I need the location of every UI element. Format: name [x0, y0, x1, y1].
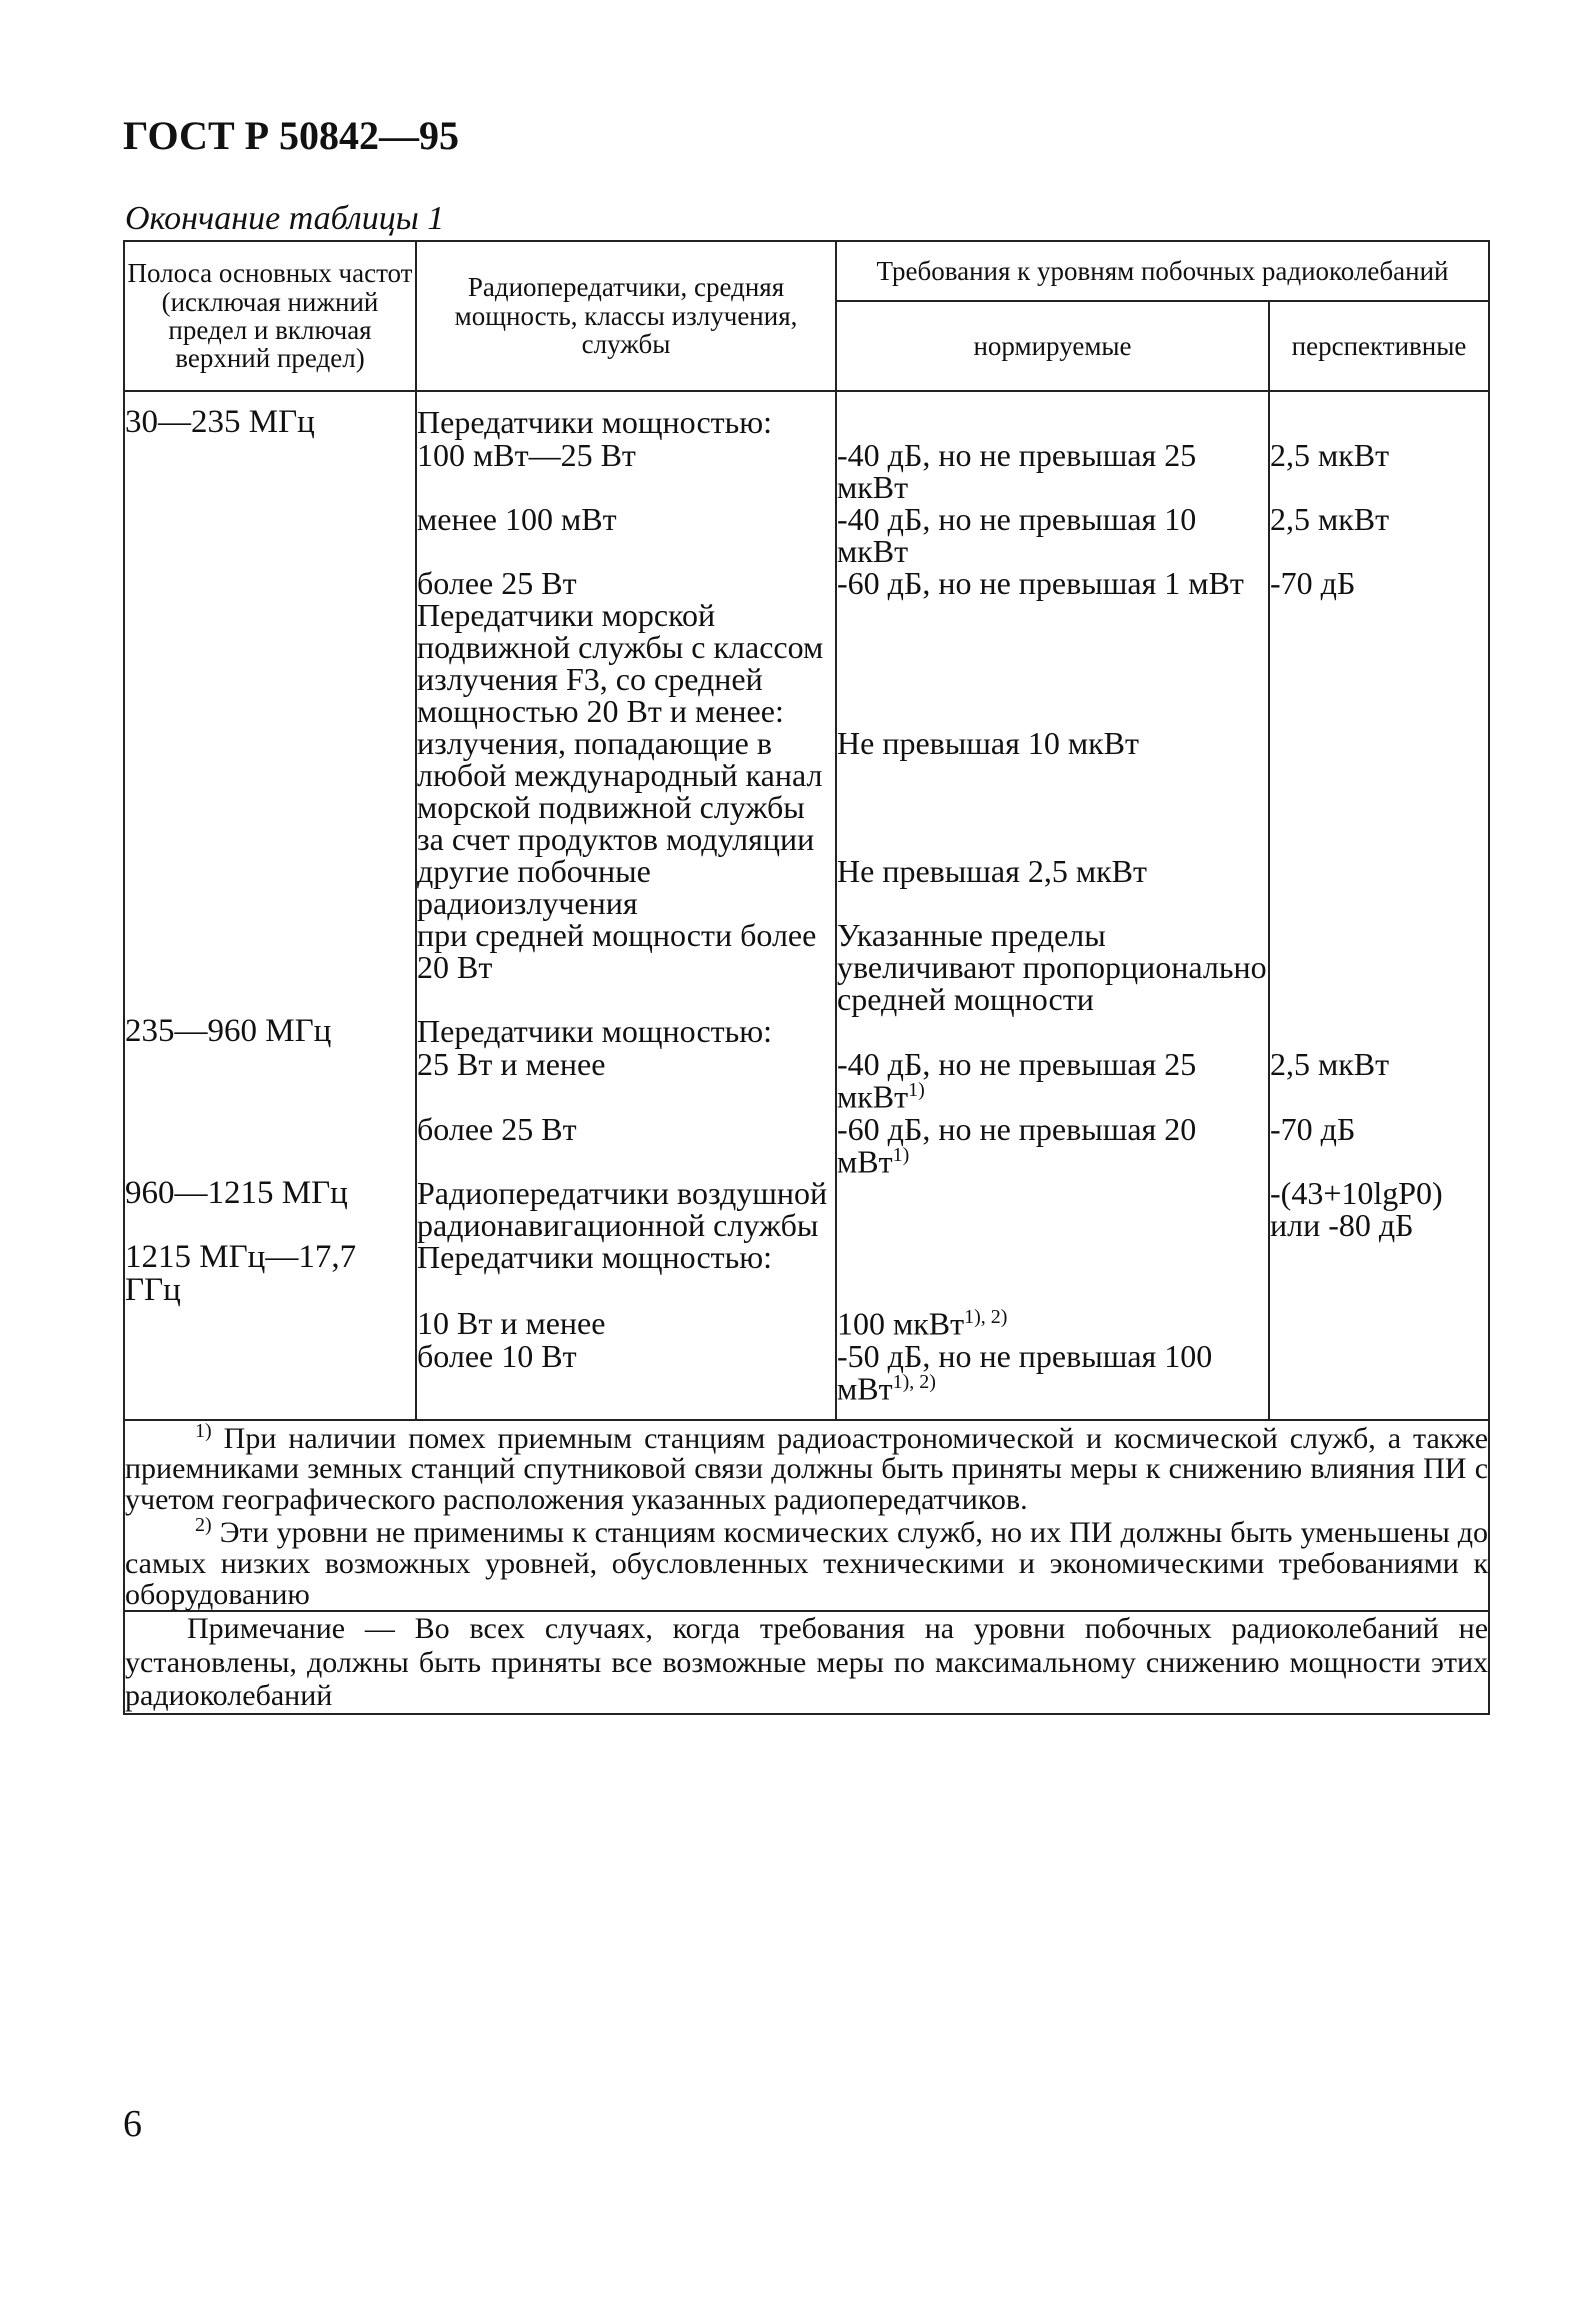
band-cell	[124, 727, 416, 855]
header-band: Полоса основных частот (исключая нижний предел и включая верхний предел)	[124, 241, 416, 391]
transmitter-cell: при средней мощности более 20 Вт	[416, 919, 836, 1015]
transmitter-cell: более 10 Вт	[416, 1340, 836, 1420]
header-perspective: перспективные	[1269, 301, 1489, 391]
band-cell: 1215 МГц—17,7 ГГц	[124, 1241, 416, 1307]
normative-cell: -40 дБ, но не превышая 10 мкВт	[836, 503, 1269, 567]
perspective-cell	[1269, 919, 1489, 1015]
normative-text: -40 дБ, но не превышая 25 мкВт	[837, 1046, 1197, 1115]
band-cell	[124, 439, 416, 503]
table-row	[124, 599, 1489, 727]
transmitter-cell: Передатчики мощностью:	[416, 391, 836, 439]
perspective-cell: -70 дБ	[1269, 1113, 1489, 1178]
normative-cell	[836, 1337, 1269, 1420]
normative-cell	[836, 1177, 1269, 1241]
footnote-ref: 1), 2)	[964, 1306, 1008, 1329]
header-requirements: Требования к уровням побочных радиоколебаний	[836, 241, 1489, 301]
band-cell	[124, 599, 416, 727]
footnote-mark: 1)	[195, 1419, 212, 1442]
table-row	[124, 1177, 1489, 1241]
note-row	[124, 1611, 1489, 1714]
table-row	[124, 1241, 1489, 1307]
transmitter-cell: Передатчики мощностью:	[416, 1241, 836, 1307]
perspective-cell: 2,5 мкВт	[1269, 1048, 1489, 1113]
normative-cell	[836, 1110, 1269, 1180]
perspective-cell: -70 дБ	[1269, 567, 1489, 599]
table-row	[124, 503, 1489, 567]
perspective-cell	[1269, 1015, 1489, 1048]
footnotes-row	[124, 1420, 1489, 1612]
normative-cell	[836, 1241, 1269, 1307]
perspective-cell	[1269, 599, 1489, 727]
footnote-mark: 2)	[195, 1514, 212, 1537]
transmitter-cell: 25 Вт и менее	[416, 1048, 836, 1113]
perspective-cell	[1269, 855, 1489, 919]
perspective-cell	[1269, 1340, 1489, 1420]
footnote-2	[125, 1515, 1488, 1610]
band-cell: 30—235 МГц	[124, 391, 416, 439]
normative-text: -50 дБ, но не превышая 100 мВт	[837, 1337, 1213, 1407]
normative-cell	[836, 1307, 1269, 1340]
table-caption: Окончание таблицы 1	[125, 200, 445, 237]
perspective-cell	[1269, 391, 1489, 439]
band-cell	[124, 503, 416, 567]
normative-cell	[836, 1048, 1269, 1113]
normative-cell: -40 дБ, но не превышая 25 мкВт	[836, 439, 1269, 503]
perspective-cell: 2,5 мкВт	[1269, 503, 1489, 567]
perspective-cell: -(43+10lgP0) или -80 дБ	[1269, 1177, 1489, 1241]
transmitter-cell: 100 мВт—25 Вт	[416, 439, 836, 503]
normative-text: -60 дБ, но не превышая 20 мВт	[837, 1110, 1197, 1180]
perspective-cell	[1269, 727, 1489, 855]
perspective-cell	[1269, 1241, 1489, 1307]
normative-cell: -60 дБ, но не превышая 1 мВт	[836, 567, 1269, 599]
spurious-emission-table	[123, 240, 1490, 1715]
perspective-cell	[1269, 1307, 1489, 1340]
footnote-ref: 1)	[908, 1079, 925, 1101]
band-cell: 235—960 МГц	[124, 1015, 416, 1048]
table-row	[124, 919, 1489, 1015]
normative-cell	[836, 599, 1269, 727]
band-cell	[124, 1307, 416, 1340]
footnote-1	[125, 1421, 1488, 1516]
header-transmitters: Радиопередатчики, средняя мощность, классы излучения, службы	[416, 241, 836, 391]
normative-cell	[836, 391, 1269, 439]
normative-cell	[836, 1015, 1269, 1048]
transmitter-cell: излучения, попадающие в любой международный канал морской подвижной службы за счет продуктов модуляции	[416, 727, 836, 855]
table-row	[124, 1340, 1489, 1420]
footnote-ref: 1), 2)	[892, 1370, 936, 1393]
table-row	[124, 1048, 1489, 1113]
transmitter-cell: другие побочные радиоизлучения	[416, 855, 836, 919]
page-number: 6	[123, 2103, 142, 2145]
table-row	[124, 439, 1489, 503]
table-row	[124, 567, 1489, 599]
transmitter-cell: Передатчики морской подвижной службы с классом излучения F3, со средней мощностью 20 Вт и менее:	[416, 599, 836, 727]
transmitter-cell: Передатчики мощностью:	[416, 1015, 836, 1048]
normative-cell: Не превышая 10 мкВт	[836, 727, 1269, 855]
footnote-ref: 1)	[892, 1143, 910, 1166]
transmitter-cell: более 25 Вт	[416, 1113, 836, 1178]
transmitter-cell: Радиопередатчики воздушной радионавигационной службы	[416, 1177, 836, 1241]
normative-text: 100 мкВт	[837, 1305, 965, 1342]
normative-cell: Не превышая 2,5 мкВт	[836, 855, 1269, 919]
transmitter-cell: менее 100 мВт	[416, 503, 836, 567]
table-row	[124, 855, 1489, 919]
transmitter-cell: более 25 Вт	[416, 567, 836, 599]
transmitter-cell: 10 Вт и менее	[416, 1307, 836, 1340]
normative-cell: Указанные пределы увеличивают пропорционально средней мощности	[836, 919, 1269, 1015]
note-text: Примечание — Во всех случаях, когда требования на уровни побочных радиоколебаний не установлены, должны быть приняты все возможные меры по максимальному снижению мощности этих радиоколебаний	[125, 1612, 1489, 1713]
note-cell	[124, 1611, 1489, 1714]
table-body	[124, 391, 1489, 1714]
band-cell	[124, 919, 416, 1015]
footnote-text: Эти уровни не применимы к станциям космических служб, но их ПИ должны быть уменьшены до самых низких возможных уровней, обусловленных техническими и экономическими требованиями к оборудованию	[125, 1516, 1489, 1611]
table-row	[124, 391, 1489, 439]
band-cell	[124, 1048, 416, 1113]
footnotes-cell	[124, 1420, 1489, 1612]
table-row	[124, 727, 1489, 855]
document-code: ГОСТ Р 50842—95	[123, 113, 460, 158]
band-cell: 960—1215 МГц	[124, 1177, 416, 1241]
table-row	[124, 1015, 1489, 1048]
table-row	[124, 1307, 1489, 1340]
perspective-cell: 2,5 мкВт	[1269, 439, 1489, 503]
band-cell	[124, 1113, 416, 1178]
band-cell	[124, 567, 416, 599]
table-row	[124, 1113, 1489, 1178]
footnote-text: При наличии помех приемным станциям радиоастрономической и космической служб, а также приемниками земных станций спутниковой связи должны быть приняты меры к снижению влияния ПИ с учетом географического расположения указанных радиопередатчиков.	[125, 1421, 1489, 1516]
band-cell	[124, 1340, 416, 1420]
band-cell	[124, 855, 416, 919]
header-normative: нормируемые	[836, 301, 1269, 391]
